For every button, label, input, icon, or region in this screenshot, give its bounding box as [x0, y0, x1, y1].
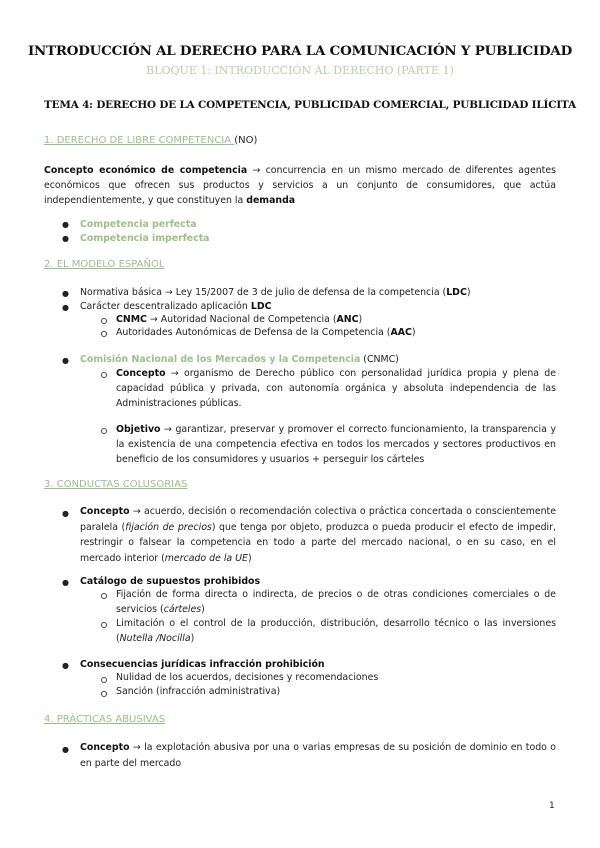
- circle-bullet-icon: [101, 691, 107, 697]
- bullet-icon: ●: [62, 745, 69, 754]
- circle-bullet-icon: [101, 331, 107, 337]
- list-item-competencia-imperfecta: Competencia imperfecta: [80, 233, 210, 244]
- bullet-icon: ●: [62, 289, 69, 298]
- colusorias-concepto: Concepto → acuerdo, decisión o recomendación colectiva o práctica concertada o conscientemente paralela (fijación de precios) que tenga por objeto, produzca o pueda producir el efecto de impedir, restringir o falsear la competencia en todo a parte del mercado nacional, o en su caso, en el mercado interior (mercado de la UE): [80, 506, 556, 564]
- concepto-economico-paragraph: [44, 163, 556, 208]
- catalogo-heading: Catálogo de supuestos prohibidos: [80, 576, 261, 587]
- list-item-competencia-perfecta: Competencia perfecta: [80, 219, 197, 230]
- section-2-heading: 2. EL MODELO ESPAÑOL: [44, 259, 165, 270]
- catalogo-item-precios: Fijación de forma directa o indirecta, de precios o de otras condiciones comerciales o de servicios (cárteles): [116, 589, 556, 615]
- section-1-heading: [44, 134, 257, 149]
- circle-bullet-icon: [101, 677, 107, 683]
- circle-bullet-icon: [101, 318, 107, 324]
- cnmc-concepto: Concepto → organismo de Derecho público con personalidad jurídica propia y plena de capacidad pública y privada, con autonomía orgánica y absoluta independencia de las Administraciones públicas.: [116, 368, 556, 409]
- bullet-icon: ●: [62, 356, 69, 365]
- circle-bullet-icon: [101, 622, 107, 628]
- cnmc-objetivo: Objetivo → garantizar, preservar y promover el correcto funcionamiento, la transparencia y la existencia de una competencia efectiva en todos los mercados y sectores productivos en beneficio de los consumidores y usuarios + perseguir los cárteles: [116, 424, 556, 465]
- bullet-icon: ●: [62, 234, 69, 243]
- bullet-icon: ●: [62, 220, 69, 229]
- bullet-icon: ●: [62, 578, 69, 587]
- circle-bullet-icon: [101, 428, 107, 434]
- bullet-icon: ●: [62, 661, 69, 670]
- list-item-caracter: Carácter descentralizado aplicación LDC: [80, 301, 272, 312]
- consecuencia-sancion: Sanción (infracción administrativa): [116, 686, 281, 697]
- circle-bullet-icon: [101, 593, 107, 599]
- section-3-heading: 3. CONDUCTAS COLUSORIAS: [44, 479, 188, 490]
- document-title: INTRODUCCIÓN AL DERECHO PARA LA COMUNICACIÓN Y PUBLICIDAD: [27, 43, 573, 59]
- bullet-icon: ●: [62, 509, 69, 518]
- tema-heading: TEMA 4: DERECHO DE LA COMPETENCIA, PUBLICIDAD COMERCIAL, PUBLICIDAD ILÍCITA: [44, 99, 576, 111]
- consecuencias-heading: Consecuencias jurídicas infracción prohibición: [80, 659, 325, 670]
- list-item-normativa: Normativa básica → Ley 15/2007 de 3 de julio de defensa de la competencia (LDC): [80, 287, 471, 298]
- circle-bullet-icon: [101, 372, 107, 378]
- page-number: 1: [549, 801, 555, 811]
- section-1-title: 1. DERECHO DE LIBRE COMPETENCIA: [44, 135, 235, 146]
- sub-item-cnmc: CNMC → Autoridad Nacional de Competencia (ANC): [116, 314, 363, 325]
- consecuencia-nulidad: Nulidad de los acuerdos, decisiones y recomendaciones: [116, 672, 379, 683]
- bullet-icon: ●: [62, 303, 69, 312]
- section-1-note: (NO): [234, 135, 258, 146]
- concept-end: demanda: [246, 195, 296, 206]
- concept-text: → concurrencia en un mismo mercado de diferentes agentes económicos que ofrecen sus productos y servicios a un conjunto de consumidores, que actúa independientemente, y que constituyen la: [44, 165, 556, 206]
- section-4-heading: 4. PRÁCTICAS ABUSIVAS: [44, 714, 166, 725]
- sub-item-autoridades: Autoridades Autonómicas de Defensa de la Competencia (AAC): [116, 327, 416, 338]
- document-subtitle: BLOQUE 1: INTRODUCCIÓN AL DERECHO (PARTE 1): [146, 64, 454, 77]
- list-item-cnmc-full: Comisión Nacional de los Mercados y la Competencia (CNMC): [80, 354, 399, 365]
- catalogo-item-limitacion: Limitación o el control de la producción, distribución, desarrollo técnico o las inversiones (Nutella /Nocilla): [116, 618, 556, 644]
- concept-term: Concepto económico de competencia: [44, 165, 248, 176]
- abusivas-concepto: Concepto → la explotación abusiva por una o varias empresas de su posición de dominio en todo o en parte del mercado: [80, 742, 556, 769]
